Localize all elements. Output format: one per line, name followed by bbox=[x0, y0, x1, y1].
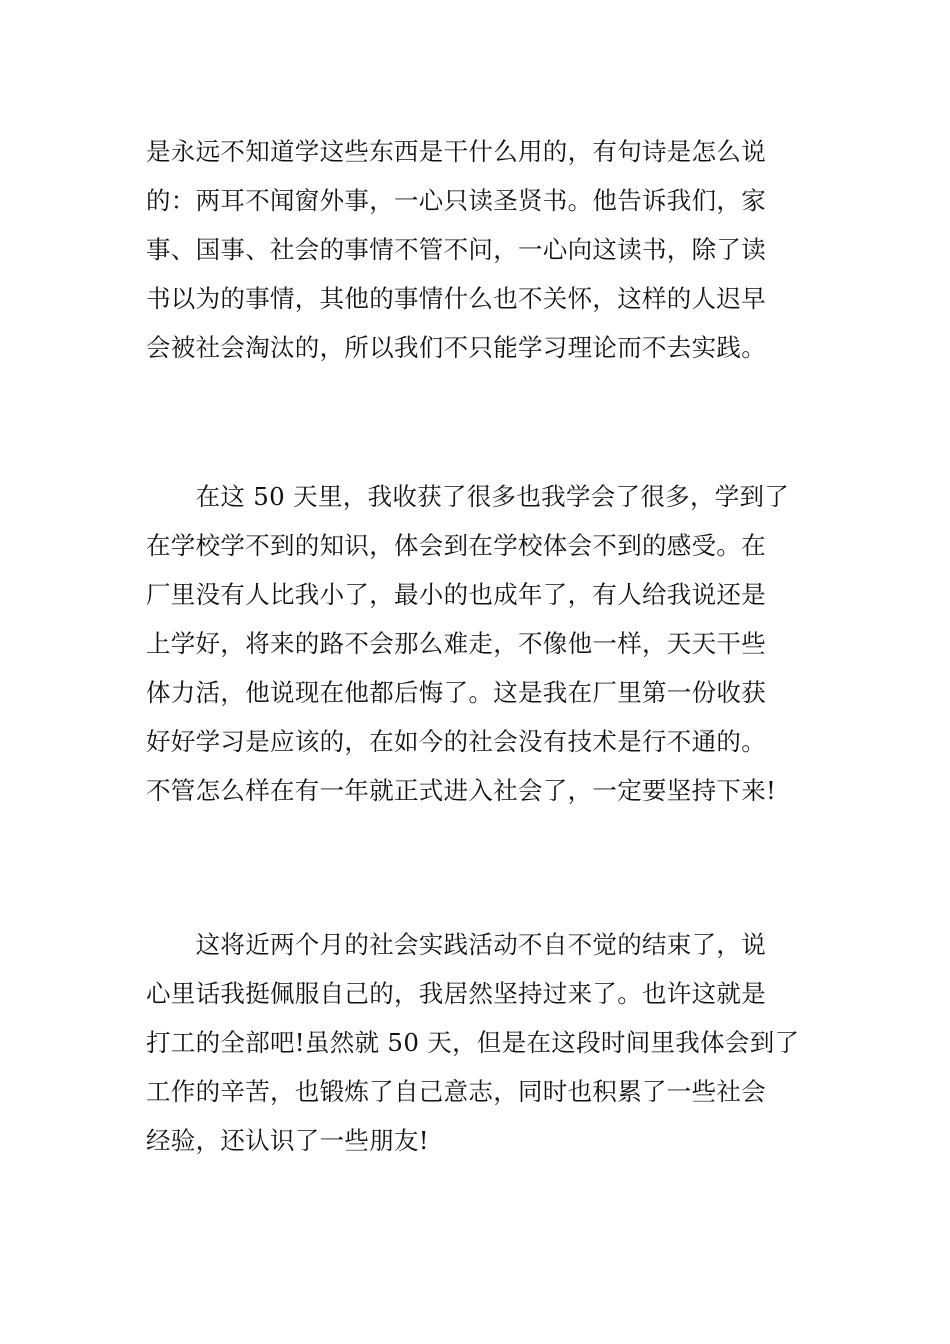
paragraph-line: 事、国事、社会的事情不管不问，一心向这读书，除了读 bbox=[146, 235, 766, 264]
paragraph-line: 心里话我挺佩服自己的，我居然坚持过来了。也许这就是 bbox=[146, 979, 766, 1008]
paragraph-line: 工作的辛苦，也锻炼了自己意志，同时也积累了一些社会 bbox=[146, 1077, 766, 1106]
paragraph-line: 不管怎么样在有一年就正式进入社会了，一定要坚持下来! bbox=[146, 776, 777, 805]
paragraph-1 bbox=[146, 127, 808, 372]
paragraph-line: 在这 50 天里，我收获了很多也我学会了很多，学到了 bbox=[146, 482, 790, 511]
paragraph-2 bbox=[146, 472, 808, 815]
paragraph-line: 体力活，他说现在他都后悔了。这是我在厂里第一份收获 bbox=[146, 678, 766, 707]
paragraph-line: 这将近两个月的社会实践活动不自不觉的结束了，说 bbox=[146, 930, 766, 959]
paragraph-line: 上学好，将来的路不会那么难走，不像他一样，天天干些 bbox=[146, 629, 766, 658]
paragraph-line: 厂里没有人比我小了，最小的也成年了，有人给我说还是 bbox=[146, 580, 766, 609]
paragraph-line: 是永远不知道学这些东西是干什么用的，有句诗是怎么说 bbox=[146, 137, 766, 166]
paragraph-line: 会被社会淘汰的，所以我们不只能学习理论而不去实践。 bbox=[146, 333, 766, 362]
paragraph-3 bbox=[146, 920, 808, 1165]
paragraph-line: 的：两耳不闻窗外事，一心只读圣贤书。他告诉我们，家 bbox=[146, 186, 766, 215]
paragraph-line: 打工的全部吧!虽然就 50 天，但是在这段时间里我体会到了 bbox=[146, 1028, 800, 1057]
paragraph-line: 好好学习是应该的，在如今的社会没有技术是行不通的。 bbox=[146, 727, 766, 756]
paragraph-line: 在学校学不到的知识，体会到在学校体会不到的感受。在 bbox=[146, 531, 766, 560]
paragraph-line: 书以为的事情，其他的事情什么也不关怀，这样的人迟早 bbox=[146, 284, 766, 313]
paragraph-line: 经验，还认识了一些朋友! bbox=[146, 1126, 429, 1155]
